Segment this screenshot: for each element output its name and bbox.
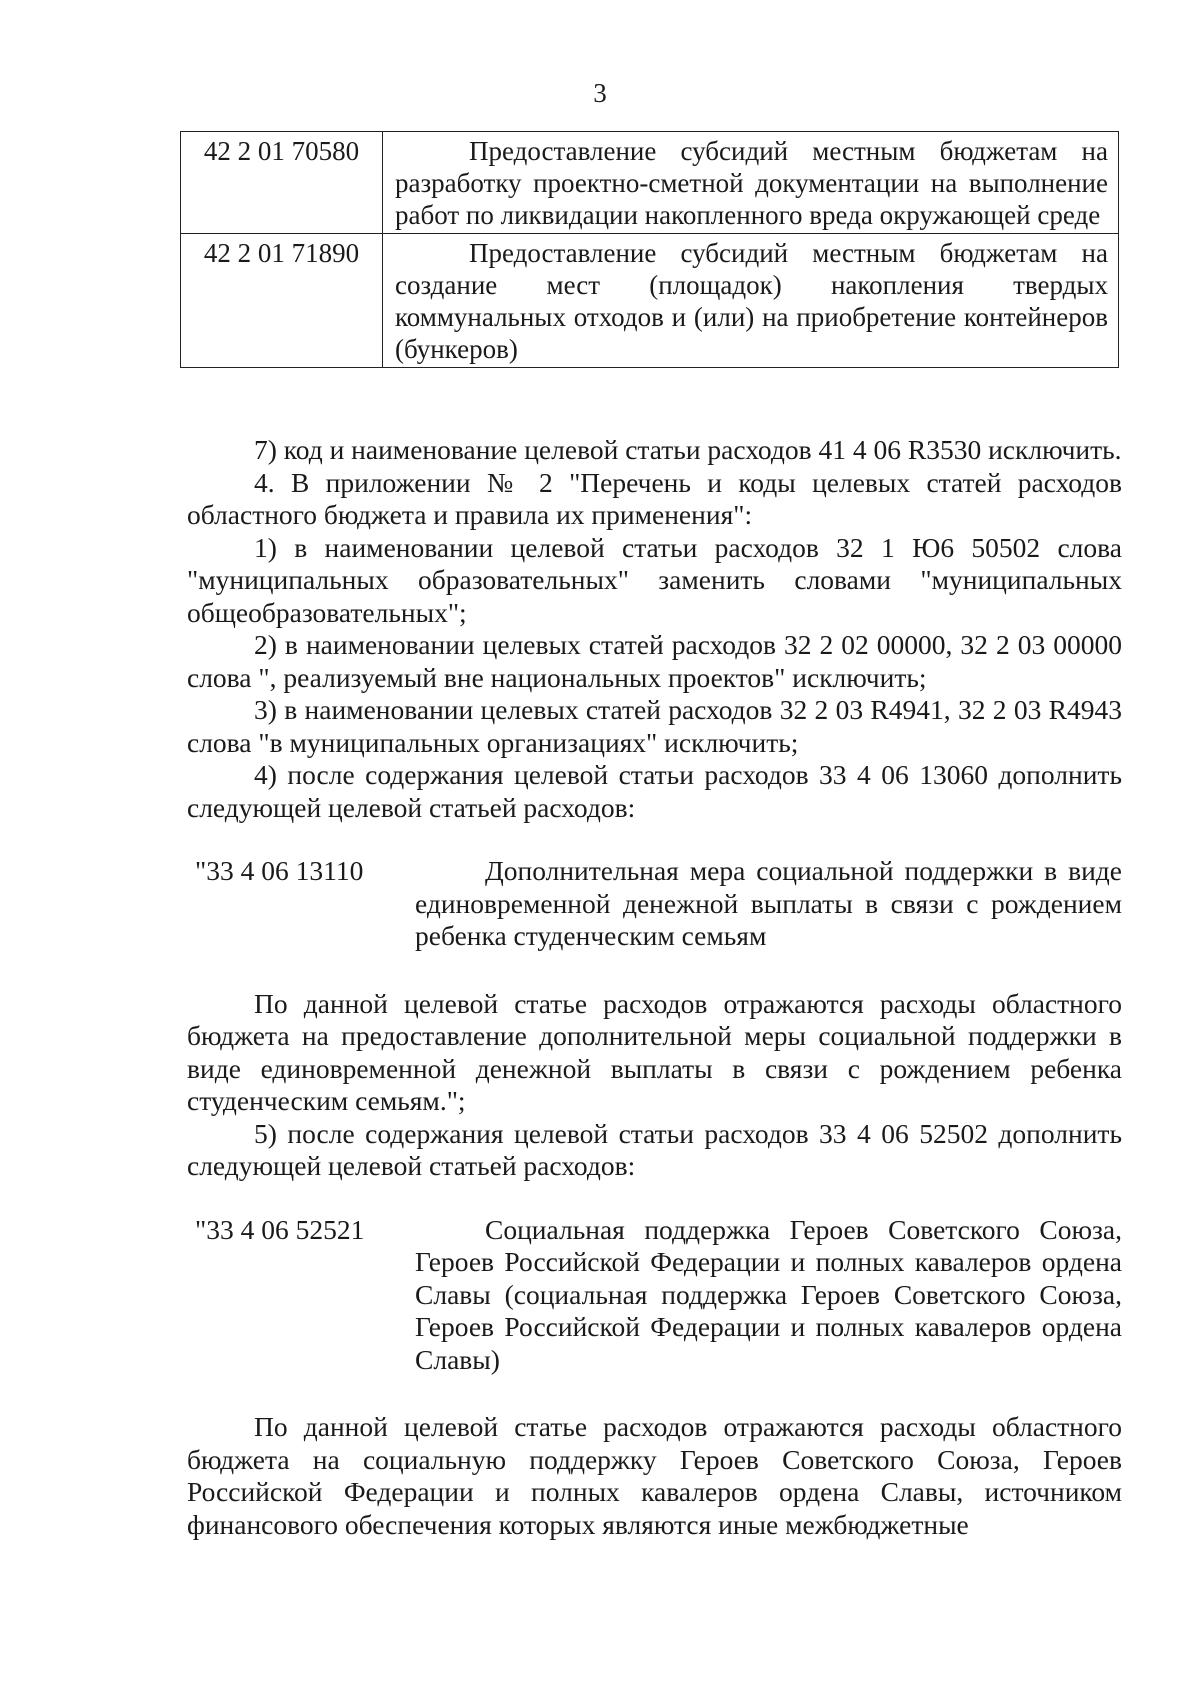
table-row: [181, 132, 1119, 234]
paragraph-item-4-1: 1) в наименовании целевой статьи расходов 32 1 Ю6 50502 слова "муниципальных образовательных" заменить словами "муниципальных общеобразовательных";: [187, 531, 1122, 628]
table-cell-description: Предоставление субсидий местным бюджетам на разработку проектно-сметной документации на выполнение работ по ликвидации накопленного вреда окружающей среде: [383, 132, 1119, 234]
document-body: [187, 434, 1122, 1541]
entry-description: Социальная поддержка Героев Советского Союза, Героев Российской Федерации и полных кавалеров ордена Славы (социальная поддержка Героев Советского Союза, Героев Российской Федерации и полных кавалеров ордена Славы): [415, 1213, 1122, 1375]
entry-rule-52521: По данной целевой статье расходов отражаются расходы областного бюджета на социальную поддержку Героев Советского Союза, Героев Российской Федерации и полных кавалеров ордена Славы, источником финансового обеспечения которых являются иные межбюджетные: [187, 1411, 1122, 1540]
table-cell-code: 42 2 01 71890: [181, 234, 383, 368]
entry-rule-13110: По данной целевой статье расходов отражаются расходы областного бюджета на предоставление дополнительной меры социальной поддержки в виде единовременной денежной выплаты в связи с рождением ребенка студенческим семьям.";: [187, 987, 1122, 1116]
entry-description: Дополнительная мера социальной поддержки в виде единовременной денежной выплаты в связи с рождением ребенка студенческим семьям: [415, 855, 1122, 951]
paragraph-section-4: 4. В приложении № 2 "Перечень и коды целевых статей расходов областного бюджета и правила их применения":: [187, 466, 1122, 530]
page-number: 3: [593, 78, 607, 108]
paragraph-item-4-2: 2) в наименовании целевых статей расходов 32 2 02 00000, 32 2 03 00000 слова ", реализуемый вне национальных проектов" исключить;: [187, 629, 1122, 693]
table-cell-code: 42 2 01 70580: [181, 132, 383, 234]
paragraph-item-4-3: 3) в наименовании целевых статей расходов 32 2 03 R4941, 32 2 03 R4943 слова "в муниципальных организациях" исключить;: [187, 694, 1122, 758]
budget-entry-13110: [187, 855, 1122, 953]
paragraph-item-7: 7) код и наименование целевой статьи расходов 41 4 06 R3530 исключить.: [254, 434, 1122, 465]
table-cell-description: Предоставление субсидий местным бюджетам на создание мест (площадок) накопления твердых коммунальных отходов и (или) на приобретение контейнеров (бункеров): [383, 234, 1119, 368]
paragraph-item-4-4: 4) после содержания целевой статьи расходов 33 4 06 13060 дополнить следующей целевой статьей расходов:: [187, 759, 1122, 823]
table-row: [181, 234, 1119, 368]
entry-code: "33 4 06 13110: [195, 855, 364, 886]
budget-entry-52521: [187, 1214, 1122, 1377]
budget-codes-table: [180, 131, 1119, 368]
paragraph-item-4-5: 5) после содержания целевой статьи расходов 33 4 06 52502 дополнить следующей целевой статьей расходов:: [187, 1117, 1122, 1181]
entry-code: "33 4 06 52521: [195, 1213, 365, 1245]
